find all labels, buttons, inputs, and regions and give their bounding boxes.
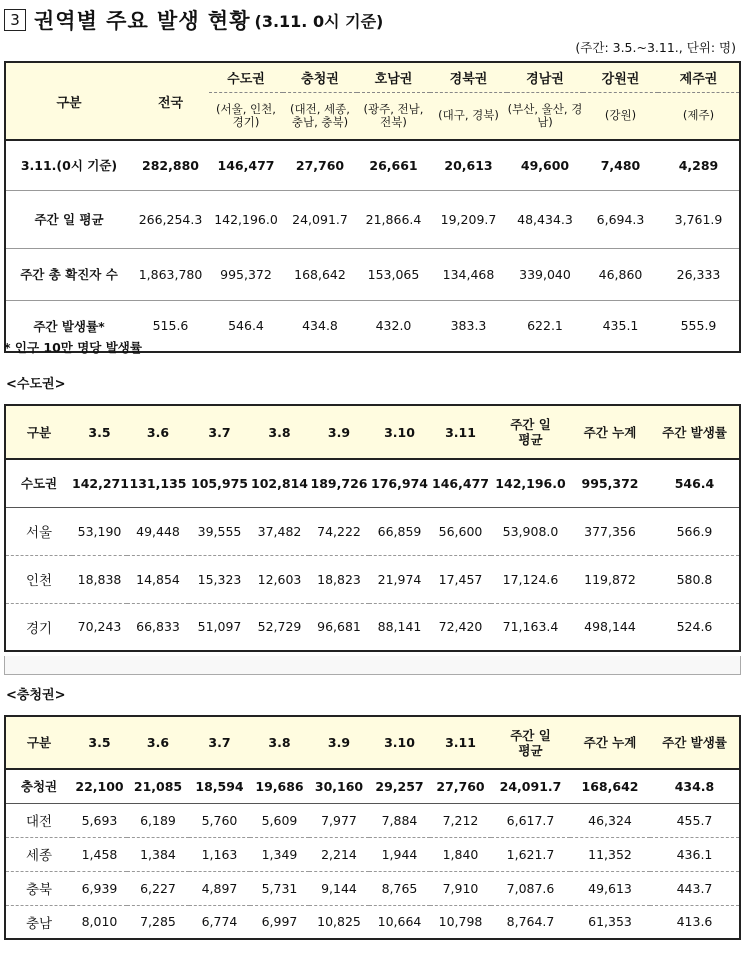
- column-header: 3.9: [309, 405, 369, 459]
- cell-value: 339,040: [507, 248, 583, 300]
- cell-value: 66,859: [369, 507, 430, 555]
- cell-value: 71,163.4: [491, 603, 570, 651]
- capital-table: [4, 404, 741, 652]
- cell-value: 432.0: [357, 300, 430, 352]
- cell-value: 8,765: [369, 871, 430, 905]
- footnote: * 인구 10만 명당 발생률: [4, 340, 142, 355]
- cell-value: 19,209.7: [430, 190, 507, 248]
- cell-value: 498,144: [570, 603, 650, 651]
- region-header: 경북권: [430, 62, 507, 92]
- cell-value: 6,617.7: [491, 803, 570, 837]
- cell-value: 153,065: [357, 248, 430, 300]
- cell-value: 7,480: [583, 140, 658, 190]
- cell-value: 580.8: [650, 555, 740, 603]
- cell-value: 88,141: [369, 603, 430, 651]
- cell-value: 5,760: [189, 803, 250, 837]
- region-detail: (대전, 세종, 충남, 충북): [283, 92, 357, 140]
- column-header: 주간 누계: [570, 405, 650, 459]
- cell-value: 546.4: [650, 459, 740, 507]
- page-title: 권역별 주요 발생 현황: [34, 9, 251, 33]
- row-label: 주간 총 확진자 수: [5, 248, 132, 300]
- cell-value: 5,731: [250, 871, 309, 905]
- header-row: [5, 716, 740, 769]
- region-header: 강원권: [583, 62, 658, 92]
- cell-value: 6,227: [127, 871, 189, 905]
- cell-value: 142,196.0: [491, 459, 570, 507]
- region-header: 호남권: [357, 62, 430, 92]
- column-header: 3.8: [250, 405, 309, 459]
- section-number: 3: [4, 9, 26, 31]
- cell-value: 2,214: [309, 837, 369, 871]
- table-row: [5, 905, 740, 939]
- column-header: 3.10: [369, 405, 430, 459]
- row-label: 수도권: [5, 459, 72, 507]
- cell-value: 515.6: [132, 300, 209, 352]
- cell-value: 4,897: [189, 871, 250, 905]
- cell-value: 66,833: [127, 603, 189, 651]
- cell-value: 49,600: [507, 140, 583, 190]
- cell-value: 27,760: [283, 140, 357, 190]
- cell-value: 134,468: [430, 248, 507, 300]
- cell-value: 146,477: [430, 459, 491, 507]
- cell-value: 7,884: [369, 803, 430, 837]
- cell-value: 146,477: [209, 140, 283, 190]
- region-detail: (광주, 전남, 전북): [357, 92, 430, 140]
- cell-value: 434.8: [283, 300, 357, 352]
- cell-value: 524.6: [650, 603, 740, 651]
- region-detail: (제주): [658, 92, 740, 140]
- cell-value: 566.9: [650, 507, 740, 555]
- cell-value: 7,087.6: [491, 871, 570, 905]
- table-row: [5, 603, 740, 651]
- cell-value: 14,854: [127, 555, 189, 603]
- row-label: 세종: [5, 837, 72, 871]
- total-row: [5, 769, 740, 803]
- row-label: 대전: [5, 803, 72, 837]
- cell-value: 266,254.3: [132, 190, 209, 248]
- cell-value: 443.7: [650, 871, 740, 905]
- cell-value: 5,693: [72, 803, 127, 837]
- table-gap: [4, 656, 741, 675]
- cell-value: 7,285: [127, 905, 189, 939]
- cell-value: 26,661: [357, 140, 430, 190]
- column-header: 3.10: [369, 716, 430, 769]
- column-header: 3.9: [309, 716, 369, 769]
- column-header: 구분: [5, 716, 72, 769]
- table-row: [5, 871, 740, 905]
- cell-value: 142,271: [72, 459, 127, 507]
- column-header: 3.6: [127, 716, 189, 769]
- cell-value: 11,352: [570, 837, 650, 871]
- region-detail: (부산, 울산, 경남): [507, 92, 583, 140]
- cell-value: 168,642: [283, 248, 357, 300]
- cell-value: 72,420: [430, 603, 491, 651]
- cell-value: 51,097: [189, 603, 250, 651]
- region-detail: (대구, 경북): [430, 92, 507, 140]
- cell-value: 17,124.6: [491, 555, 570, 603]
- row-label: 경기: [5, 603, 72, 651]
- cell-value: 1,384: [127, 837, 189, 871]
- cell-value: 7,910: [430, 871, 491, 905]
- cell-value: 21,974: [369, 555, 430, 603]
- cell-value: 1,863,780: [132, 248, 209, 300]
- cell-value: 30,160: [309, 769, 369, 803]
- chungcheong-heading: <충청권>: [6, 688, 66, 703]
- cell-value: 8,764.7: [491, 905, 570, 939]
- region-header: 충청권: [283, 62, 357, 92]
- cell-value: 9,144: [309, 871, 369, 905]
- row-label: 서울: [5, 507, 72, 555]
- cell-value: 168,642: [570, 769, 650, 803]
- page-date: (3.11. 0시 기준): [254, 11, 384, 31]
- cell-value: 53,190: [72, 507, 127, 555]
- cell-value: 6,774: [189, 905, 250, 939]
- cell-value: 119,872: [570, 555, 650, 603]
- cell-value: 17,457: [430, 555, 491, 603]
- column-header: 3.11: [430, 716, 491, 769]
- column-header: 주간 일 평균: [491, 405, 570, 459]
- region-header: 제주권: [658, 62, 740, 92]
- cell-value: 1,349: [250, 837, 309, 871]
- cell-value: 995,372: [570, 459, 650, 507]
- cell-value: 12,603: [250, 555, 309, 603]
- row-label: 주간 발생률*: [5, 300, 132, 352]
- cell-value: 18,823: [309, 555, 369, 603]
- column-header: 3.7: [189, 716, 250, 769]
- cell-value: 142,196.0: [209, 190, 283, 248]
- column-header: 주간 발생률: [650, 716, 740, 769]
- cell-value: 383.3: [430, 300, 507, 352]
- column-header: 3.7: [189, 405, 250, 459]
- cell-value: 21,866.4: [357, 190, 430, 248]
- summary-table: [4, 61, 741, 353]
- cell-value: 26,333: [658, 248, 740, 300]
- cell-value: 49,448: [127, 507, 189, 555]
- cell-value: 1,840: [430, 837, 491, 871]
- cell-value: 6,997: [250, 905, 309, 939]
- column-header: 3.5: [72, 405, 127, 459]
- column-header: 3.5: [72, 716, 127, 769]
- cell-value: 15,323: [189, 555, 250, 603]
- total-row: [5, 459, 740, 507]
- cell-value: 24,091.7: [491, 769, 570, 803]
- cell-value: 622.1: [507, 300, 583, 352]
- cell-value: 546.4: [209, 300, 283, 352]
- cell-value: 6,939: [72, 871, 127, 905]
- row-label: 충북: [5, 871, 72, 905]
- cell-value: 22,100: [72, 769, 127, 803]
- header-row: [5, 405, 740, 459]
- region-detail: (서울, 인천, 경기): [209, 92, 283, 140]
- cell-value: 70,243: [72, 603, 127, 651]
- cell-value: 96,681: [309, 603, 369, 651]
- row-label: 3.11.(0시 기준): [5, 140, 132, 190]
- capital-heading: <수도권>: [6, 377, 66, 392]
- region-header: 경남권: [507, 62, 583, 92]
- cell-value: 6,189: [127, 803, 189, 837]
- cell-value: 49,613: [570, 871, 650, 905]
- cell-value: 21,085: [127, 769, 189, 803]
- cell-value: 5,609: [250, 803, 309, 837]
- region-header: 수도권: [209, 62, 283, 92]
- column-header: 주간 누계: [570, 716, 650, 769]
- cell-value: 555.9: [658, 300, 740, 352]
- cell-value: 29,257: [369, 769, 430, 803]
- table-row: [5, 507, 740, 555]
- national-header: 전국: [157, 95, 184, 111]
- cell-value: 61,353: [570, 905, 650, 939]
- cell-value: 53,908.0: [491, 507, 570, 555]
- cell-value: 27,760: [430, 769, 491, 803]
- cell-value: 6,694.3: [583, 190, 658, 248]
- cell-value: 8,010: [72, 905, 127, 939]
- cell-value: 52,729: [250, 603, 309, 651]
- column-header: 주간 일 평균: [491, 716, 570, 769]
- cell-value: 377,356: [570, 507, 650, 555]
- column-header: 3.6: [127, 405, 189, 459]
- cell-value: 995,372: [209, 248, 283, 300]
- cell-value: 189,726: [309, 459, 369, 507]
- row-label: 주간 일 평균: [5, 190, 132, 248]
- table-row: [5, 555, 740, 603]
- cell-value: 7,977: [309, 803, 369, 837]
- cell-value: 19,686: [250, 769, 309, 803]
- cell-value: 1,944: [369, 837, 430, 871]
- table-row: [5, 837, 740, 871]
- summary-row: [5, 140, 740, 190]
- cell-value: 48,434.3: [507, 190, 583, 248]
- cell-value: 18,838: [72, 555, 127, 603]
- cell-value: 46,324: [570, 803, 650, 837]
- cell-value: 24,091.7: [283, 190, 357, 248]
- cell-value: 3,761.9: [658, 190, 740, 248]
- cell-value: 105,975: [189, 459, 250, 507]
- corner-header: 구분: [56, 95, 82, 111]
- cell-value: 46,860: [583, 248, 658, 300]
- cell-value: 10,825: [309, 905, 369, 939]
- cell-value: 4,289: [658, 140, 740, 190]
- cell-value: 10,798: [430, 905, 491, 939]
- table-row: [5, 803, 740, 837]
- cell-value: 176,974: [369, 459, 430, 507]
- cell-value: 20,613: [430, 140, 507, 190]
- cell-value: 436.1: [650, 837, 740, 871]
- cell-value: 39,555: [189, 507, 250, 555]
- cell-value: 7,212: [430, 803, 491, 837]
- row-label: 인천: [5, 555, 72, 603]
- row-label: 충청권: [5, 769, 72, 803]
- column-header: 3.8: [250, 716, 309, 769]
- cell-value: 102,814: [250, 459, 309, 507]
- region-detail: (강원): [583, 92, 658, 140]
- cell-value: 413.6: [650, 905, 740, 939]
- unit-note: (주간: 3.5.~3.11., 단위: 명): [575, 40, 736, 55]
- cell-value: 37,482: [250, 507, 309, 555]
- column-header: 3.11: [430, 405, 491, 459]
- cell-value: 1,621.7: [491, 837, 570, 871]
- column-header: 구분: [5, 405, 72, 459]
- cell-value: 282,880: [132, 140, 209, 190]
- row-label: 충남: [5, 905, 72, 939]
- chungcheong-table: [4, 715, 741, 940]
- cell-value: 18,594: [189, 769, 250, 803]
- section-title: [4, 4, 383, 36]
- summary-row: [5, 248, 740, 300]
- cell-value: 56,600: [430, 507, 491, 555]
- cell-value: 131,135: [127, 459, 189, 507]
- cell-value: 435.1: [583, 300, 658, 352]
- cell-value: 10,664: [369, 905, 430, 939]
- column-header: 주간 발생률: [650, 405, 740, 459]
- cell-value: 1,458: [72, 837, 127, 871]
- cell-value: 1,163: [189, 837, 250, 871]
- cell-value: 74,222: [309, 507, 369, 555]
- cell-value: 434.8: [650, 769, 740, 803]
- summary-row: [5, 190, 740, 248]
- cell-value: 455.7: [650, 803, 740, 837]
